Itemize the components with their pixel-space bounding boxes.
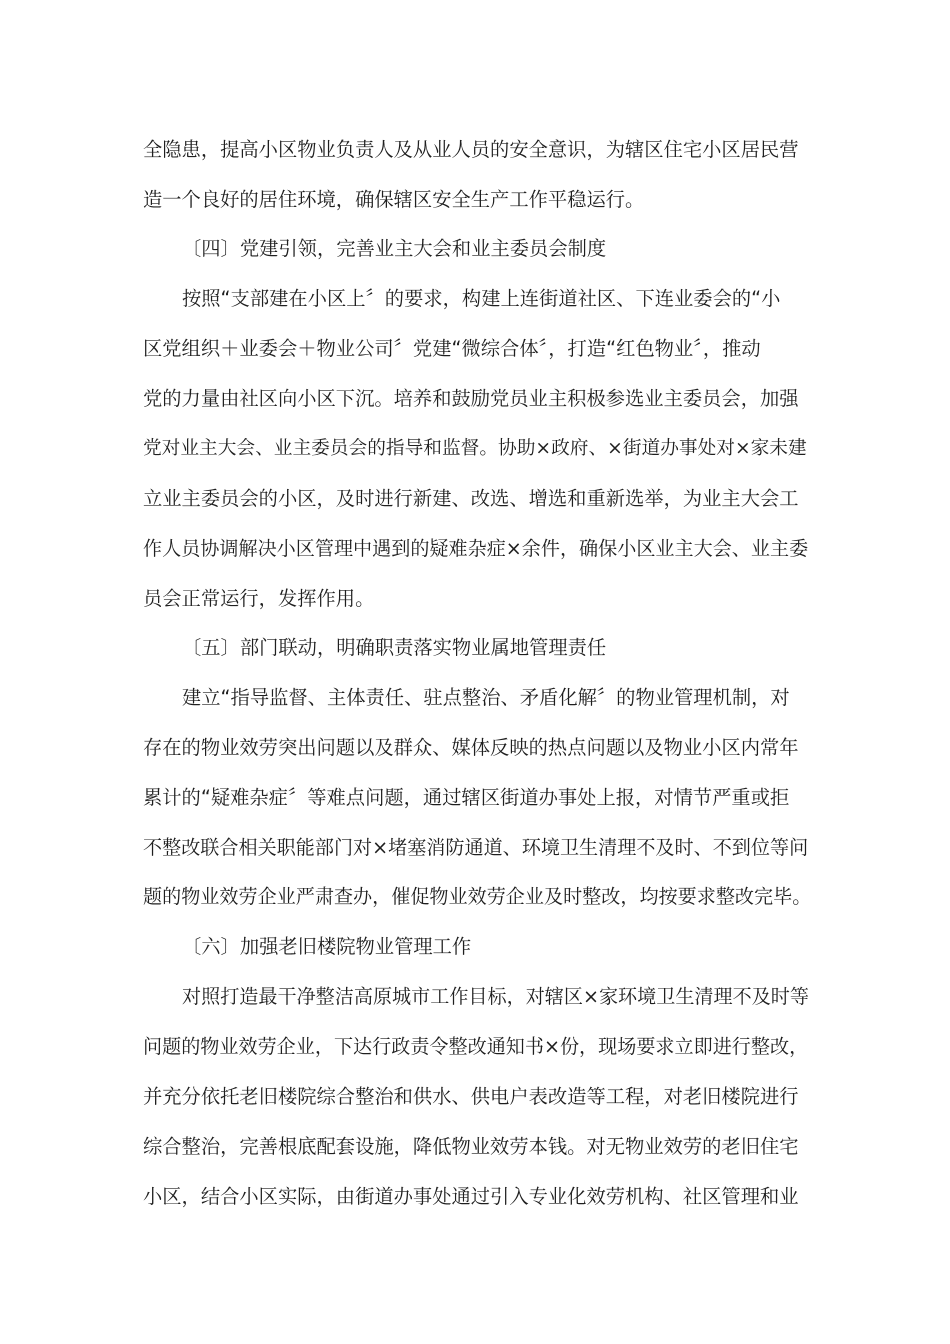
body-line: 党对业主大会、业主委员会的指导和监督。协助×政府、×街道办事处对×家未建: [143, 438, 807, 459]
body-line: 全隐患，提高小区物业负责人及从业人员的安全意识，为辖区住宅小区居民营: [143, 138, 799, 161]
section-heading-5: 〔五〕部门联动，明确职责落实物业属地管理责任: [182, 636, 607, 659]
section-heading-6: 〔六〕加强老旧楼院物业管理工作: [182, 935, 472, 958]
body-line: 综合整治，完善根底配套设施，降低物业效劳本钱。对无物业效劳的老旧住宅: [143, 1135, 799, 1158]
body-line: 不整改联合相关职能部门对×堵塞消防通道、环境卫生清理不及时、不到位等问: [143, 836, 809, 859]
body-line: 问题的物业效劳企业，下达行政责令整改通知书×份，现场要求立即进行整改，: [143, 1035, 809, 1058]
body-line: 累计的“疑难杂症〞等难点问题，通过辖区街道办事处上报，对情节严重或拒: [143, 786, 790, 809]
body-line: 造一个良好的居住环境，确保辖区安全生产工作平稳运行。: [143, 188, 645, 211]
body-line: 建立“指导监督、主体责任、驻点整治、矛盾化解〞的物业管理机制，对: [182, 686, 790, 709]
body-line: 按照“支部建在小区上〞的要求，构建上连街道社区、下连业委会的“小: [182, 287, 781, 310]
body-line: 立业主委员会的小区，及时进行新建、改选、增选和重新选举，为业主大会工: [143, 487, 799, 510]
body-line: 题的物业效劳企业严肃查办，催促物业效劳企业及时整改，均按要求整改完毕。: [143, 885, 812, 908]
body-line: 小区，结合小区实际，由街道办事处通过引入专业化效劳机构、社区管理和业: [143, 1185, 799, 1208]
body-line: 作人员协调解决小区管理中遇到的疑难杂症×余件，确保小区业主大会、业主委: [143, 537, 809, 560]
body-line: 党的力量由社区向小区下沉。培养和鼓励党员业主积极参选业主委员会，加强: [143, 387, 799, 410]
section-heading-4: 〔四〕党建引领，完善业主大会和业主委员会制度: [182, 237, 607, 260]
body-line: 对照打造最干净整洁高原城市工作目标，对辖区×家环境卫生清理不及时等: [182, 985, 809, 1008]
body-line: 员会正常运行，发挥作用。: [143, 587, 375, 610]
body-line: 存在的物业效劳突出问题以及群众、媒体反映的热点问题以及物业小区内常年: [143, 736, 799, 759]
body-line: 区党组织＋业委会＋物业公司〞党建“微综合体〞，打造“红色物业〞，推动: [143, 337, 761, 360]
body-line: 并充分依托老旧楼院综合整治和供水、供电户表改造等工程，对老旧楼院进行: [143, 1085, 799, 1108]
